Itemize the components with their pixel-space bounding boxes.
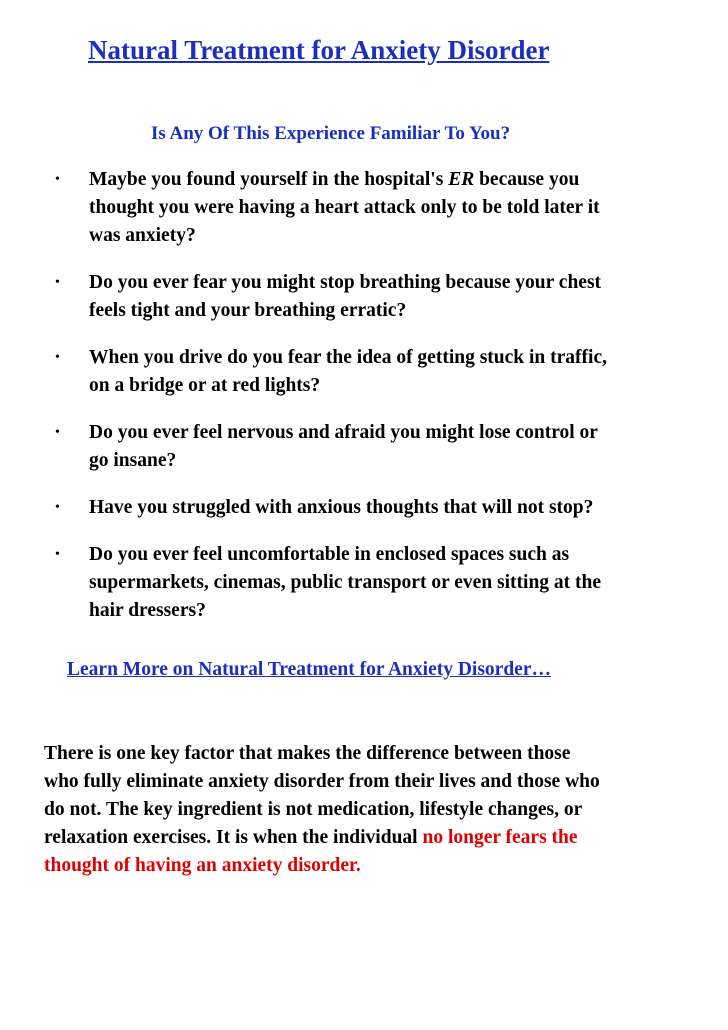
bullet-icon: • [55,275,60,290]
list-item-text: Maybe you found yourself in the hospital's [89,169,449,190]
closing-line [44,824,689,852]
highlight-text: thought of having an anxiety disorder. [44,855,361,876]
closing-line: There is one key factor that makes the difference between those [44,743,571,764]
bullet-icon: • [55,350,60,365]
page-title: Natural Treatment for Anxiety Disorder [88,35,550,65]
list-item-text: Do you ever feel uncomfortable in enclosed spaces such as [89,544,570,565]
bullet-icon: • [55,172,60,187]
list-item-text: Do you ever fear you might stop breathing because your chest [89,272,602,293]
list-item [0,541,700,625]
list-item-text: Do you ever feel nervous and afraid you might lose control or [89,422,598,443]
list-item [0,494,700,522]
list-item-text: feels tight and your breathing erratic? [89,300,407,321]
list-item-text: go insane? [89,450,177,471]
highlight-text: no longer fears the [422,827,578,848]
list-item-text: Have you struggled with anxious thoughts that will not stop? [89,497,594,518]
list-item-text: because you [474,169,580,190]
list-item-text: hair dressers? [89,600,206,621]
list-item [0,419,700,475]
list-item-text: When you drive do you fear the idea of getting stuck in traffic, [89,347,607,368]
closing-line: do not. The key ingredient is not medication, lifestyle changes, or [44,799,583,820]
bullet-icon: • [55,500,60,515]
section-subtitle: Is Any Of This Experience Familiar To You? [151,123,511,144]
bullet-icon: • [55,547,60,562]
bullet-icon: • [55,425,60,440]
er-emphasis: ER [448,169,475,190]
learn-more-link[interactable]: Learn More on Natural Treatment for Anxiety Disorder… [67,659,551,680]
list-item-text: was anxiety? [89,225,196,246]
closing-paragraph [44,740,689,880]
list-item [0,269,700,325]
list-item-text: supermarkets, cinemas, public transport or even sitting at the [89,572,602,593]
closing-line: who fully eliminate anxiety disorder from their lives and those who [44,771,600,792]
list-item-text: on a bridge or at red lights? [89,375,321,396]
list-item-text: thought you were having a heart attack only to be told later it [89,197,600,218]
list-item [0,166,700,250]
list-item [0,344,700,400]
closing-text: relaxation exercises. It is when the individual [44,827,423,848]
experience-list [0,166,700,625]
